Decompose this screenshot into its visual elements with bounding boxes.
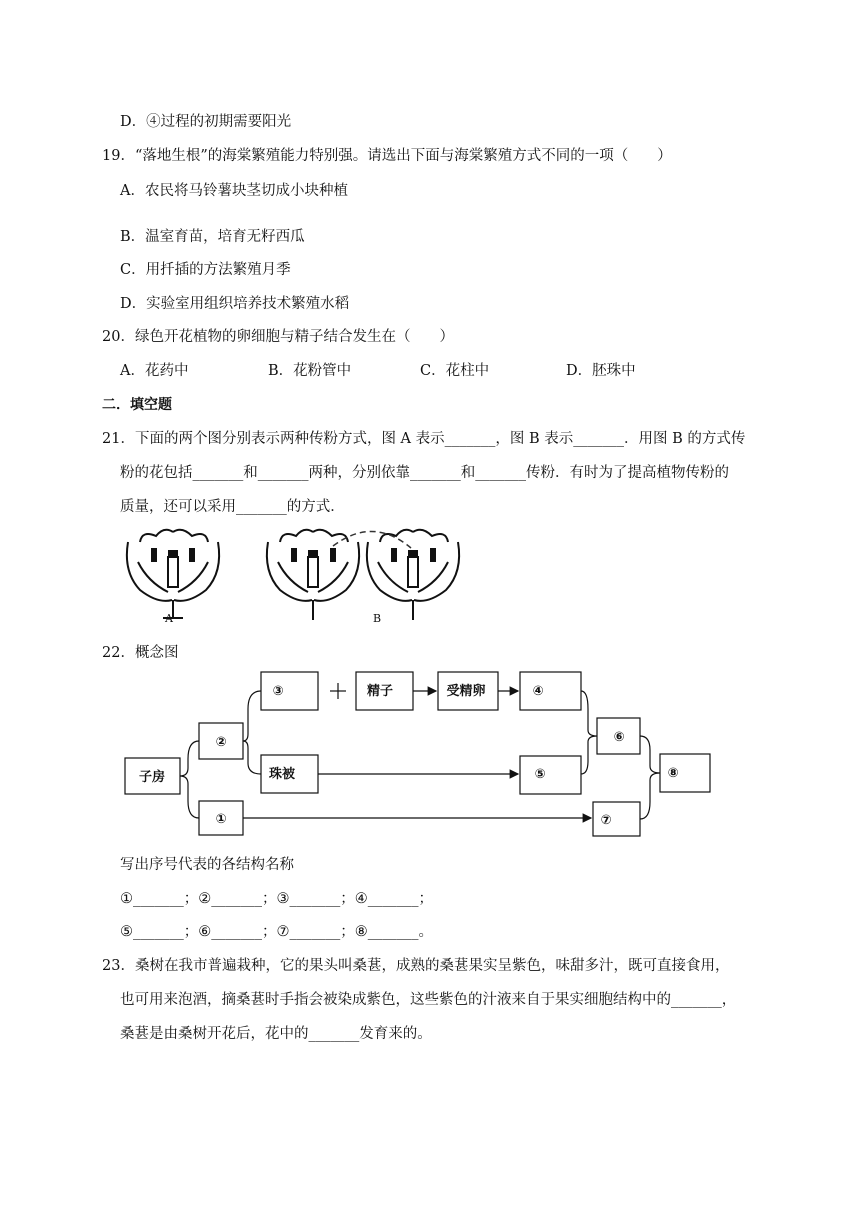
q22-instruction: 写出序号代表的各结构名称 <box>120 857 294 873</box>
q21-line3: 质量，还可以采用_______的方式． <box>120 499 345 515</box>
figure-label-a: A <box>165 612 173 625</box>
flower-a-stigma <box>168 550 178 558</box>
q20-stem: 20．绿色开花植物的卵细胞与精子结合发生在（ ） <box>102 329 454 345</box>
flower-b2-drawing <box>367 530 459 620</box>
flower-b2-anther-right <box>430 548 436 562</box>
q19-option-c: C．用扦插的方法繁殖月季 <box>120 262 291 278</box>
q20-option-a: A．花药中 <box>120 363 189 379</box>
q20-option-c: C．花柱中 <box>420 363 490 379</box>
q21-line1: 21．下面的两个图分别表示两种传粉方式，图 A 表示_______，图 B 表示_______．用图 B 的方式传 <box>102 431 746 447</box>
q23-line1: 23．桑树在我市普遍栽种，它的果头叫桑葚，成熟的桑葚果实呈紫色，味甜多汁，既可直接食用， <box>102 958 730 974</box>
q22-title: 22．概念图 <box>102 645 179 661</box>
flower-a-anther-left <box>151 548 157 562</box>
node5-box <box>520 756 581 794</box>
q19-option-b: B．温室育苗，培育无籽西瓜 <box>120 229 305 245</box>
flower-b1-drawing <box>267 530 359 620</box>
cross-pollination-arrow <box>333 531 411 548</box>
node4-label: ④ <box>532 684 544 699</box>
concept-map <box>118 664 718 844</box>
q18-option-d: D．④过程的初期需要阳光 <box>120 114 292 130</box>
flower-b1-anther-right <box>330 548 336 562</box>
node2-label: ② <box>215 735 227 750</box>
integument-label: 珠被 <box>268 767 296 782</box>
q20-option-b: B．花粉管中 <box>268 363 352 379</box>
section-heading: 二．填空题 <box>102 397 172 413</box>
flower-a-drawing <box>127 530 219 618</box>
node3-label: ③ <box>272 684 284 699</box>
flower-b2-anther-left <box>391 548 397 562</box>
q19-option-d: D．实验室用组织培养技术繁殖水稻 <box>120 296 350 312</box>
ovary-label: 子房 <box>138 770 166 785</box>
zygote-label: 受精卵 <box>446 684 486 699</box>
node6-label: ⑥ <box>613 730 625 745</box>
node1-label: ① <box>215 812 227 827</box>
node8-label: ⑧ <box>667 766 679 781</box>
sperm-label: 精子 <box>366 684 394 699</box>
q20-option-d: D．胚珠中 <box>566 363 636 379</box>
flower-b1-anther-left <box>291 548 297 562</box>
q19-option-a: A．农民将马铃薯块茎切成小块种植 <box>120 183 348 199</box>
q23-line3: 桑葚是由桑树开花后，花中的_______发育来的。 <box>120 1026 432 1042</box>
flower-a-anther-right <box>189 548 195 562</box>
flower-b2-stigma <box>408 550 418 558</box>
q22-blanks-row2: ⑤_______；⑥_______；⑦_______；⑧_______。 <box>120 924 433 940</box>
q21-line2: 粉的花包括_______和_______两种，分别依靠_______和_______传粉．有时为了提高植物传粉的 <box>120 465 729 481</box>
flower-b1-stigma <box>308 550 318 558</box>
node4-box <box>520 672 581 710</box>
q23-line2: 也可用来泡酒，摘桑葚时手指会被染成紫色，这些紫色的汁液来自于果实细胞结构中的_______， <box>120 992 737 1008</box>
node5-label: ⑤ <box>534 767 546 782</box>
q19-stem: 19．“落地生根”的海棠繁殖能力特别强。请选出下面与海棠繁殖方式不同的一项（ ） <box>102 148 672 164</box>
node7-label: ⑦ <box>600 813 612 828</box>
q22-blanks-row1: ①_______；②_______；③_______；④_______； <box>120 891 433 907</box>
node3-box <box>261 672 318 710</box>
figure-label-b: B <box>373 612 382 625</box>
